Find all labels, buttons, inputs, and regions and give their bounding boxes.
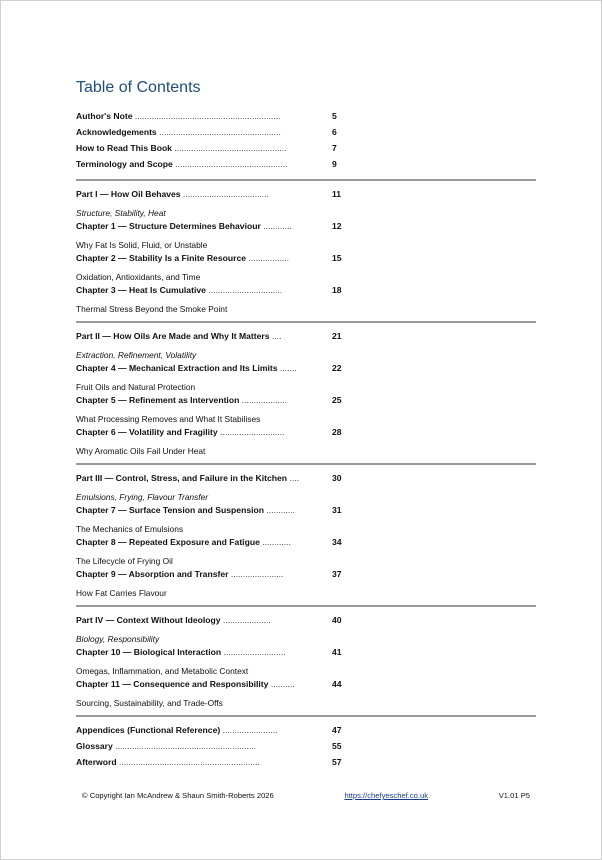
toc-page-number: 40: [332, 615, 342, 625]
toc-entry-subtitle: Omegas, Inflammation, and Metabolic Context: [76, 666, 249, 676]
toc-entry[interactable]: [76, 331, 536, 347]
toc-page-number: 11: [332, 189, 342, 199]
toc-entry-subtitle: Emulsions, Frying, Flavour Transfer: [76, 492, 209, 502]
toc-entry-subtitle: Fruit Oils and Natural Protection: [76, 382, 196, 392]
toc-entry-subtitle: Structure, Stability, Heat: [76, 208, 166, 218]
dot-leader: ...................................................: [156, 127, 281, 137]
dot-leader: ...........................: [217, 427, 285, 437]
version-label: V1.01 P5: [498, 791, 530, 800]
toc-entry-subtitle: Sourcing, Sustainability, and Trade-Offs: [76, 698, 223, 708]
toc-entry-title: Terminology and Scope: [76, 159, 173, 169]
dot-leader: ............: [260, 221, 292, 231]
toc-entry-title: Author's Note: [76, 111, 133, 121]
toc-entry-title: Part IV — Context Without Ideology: [76, 615, 221, 625]
dot-leader: ....................: [220, 615, 271, 625]
toc-entry[interactable]: [76, 569, 536, 585]
toc-entry-title: Chapter 11 — Consequence and Responsibility: [76, 679, 269, 689]
toc-entry[interactable]: [76, 111, 536, 127]
toc-entry[interactable]: [76, 505, 536, 521]
toc-entry-subtitle: Why Aromatic Oils Fail Under Heat: [76, 446, 206, 456]
toc-entry-title: Glossary: [76, 741, 113, 751]
toc-entry[interactable]: [76, 253, 536, 269]
toc-page-number: 15: [332, 253, 342, 263]
dot-leader: ...............................................: [172, 159, 288, 169]
toc-section: [76, 605, 536, 711]
toc-entry-title: Part II — How Oils Are Made and Why It Matters: [76, 331, 270, 341]
toc-entry[interactable]: [76, 395, 536, 411]
toc-page-number: 22: [332, 363, 342, 373]
toc-page-number: 47: [332, 725, 342, 735]
dot-leader: .............................................................: [132, 111, 281, 121]
toc-section: [76, 111, 536, 175]
toc-entry-title: Chapter 8 — Repeated Exposure and Fatigue: [76, 537, 260, 547]
dot-leader: ....: [269, 331, 282, 341]
toc-page-number: 12: [332, 221, 342, 231]
copyright-text: © Copyright Ian McAndrew & Shaun Smith-Roberts 2026: [82, 791, 274, 800]
toc-entry-title: Chapter 6 — Volatility and Fragility: [76, 427, 218, 437]
toc-entry[interactable]: [76, 615, 536, 631]
toc-entry[interactable]: [76, 189, 536, 205]
toc-page-number: 57: [332, 757, 342, 767]
toc-entry-title: Chapter 5 — Refinement as Intervention: [76, 395, 240, 405]
toc-page-number: 55: [332, 741, 342, 751]
toc-section: [76, 715, 536, 773]
toc-entry[interactable]: [76, 159, 536, 175]
toc-page-number: 18: [332, 285, 342, 295]
dot-leader: ...............................: [205, 285, 283, 295]
dot-leader: ............: [263, 505, 296, 515]
toc-page-number: 9: [332, 159, 337, 169]
toc-entry-title: Chapter 9 — Absorption and Transfer: [76, 569, 229, 579]
toc-page-number: 31: [332, 505, 342, 515]
toc-section: [76, 463, 536, 601]
toc-entry-title: Chapter 7 — Surface Tension and Suspension: [76, 505, 264, 515]
toc-entry[interactable]: [76, 285, 536, 301]
toc-entry[interactable]: [76, 363, 536, 379]
toc-entry-title: Chapter 1 — Structure Determines Behaviour: [76, 221, 261, 231]
toc-section: [76, 321, 536, 459]
toc-entry-subtitle: How Fat Carries Flavour: [76, 588, 167, 598]
toc-entry-subtitle: Oxidation, Antioxidants, and Time: [76, 272, 201, 282]
dot-leader: ....................................: [180, 189, 269, 199]
toc-entry[interactable]: [76, 473, 536, 489]
dot-leader: ...............................................: [171, 143, 287, 153]
toc-page-number: 25: [332, 395, 342, 405]
toc-entry-subtitle: Biology, Responsibility: [76, 634, 160, 644]
toc-page-number: 6: [332, 127, 337, 137]
table-of-contents: [76, 111, 536, 773]
toc-entry-title: Chapter 3 — Heat Is Cumulative: [76, 285, 206, 295]
toc-entry-subtitle: Why Fat Is Solid, Fluid, or Unstable: [76, 240, 208, 250]
page-footer: [82, 791, 530, 800]
dot-leader: ..........................: [221, 647, 286, 657]
toc-page-number: 34: [332, 537, 342, 547]
toc-entry[interactable]: [76, 427, 536, 443]
toc-entry-subtitle: The Mechanics of Emulsions: [76, 524, 184, 534]
toc-page-number: 5: [332, 111, 337, 121]
toc-entry[interactable]: [76, 679, 536, 695]
toc-entry-subtitle: Extraction, Refinement, Volatility: [76, 350, 197, 360]
toc-entry-title: Chapter 2 — Stability Is a Finite Resource: [76, 253, 247, 263]
toc-entry-title: Chapter 10 — Biological Interaction: [76, 647, 222, 657]
toc-entry-subtitle: Thermal Stress Beyond the Smoke Point: [76, 304, 228, 314]
toc-entry[interactable]: [76, 741, 536, 757]
toc-page-number: 41: [332, 647, 342, 657]
dot-leader: .......................: [220, 725, 278, 735]
toc-page-number: 21: [332, 331, 342, 341]
dot-leader: ...........................................................: [116, 757, 260, 767]
dot-leader: .................: [246, 253, 289, 263]
toc-section: [76, 179, 536, 317]
toc-entry-title: Part III — Control, Stress, and Failure in the Kitchen: [76, 473, 288, 483]
website-link[interactable]: https://chefyeschef.co.uk: [344, 791, 429, 800]
toc-entry[interactable]: [76, 757, 536, 773]
dot-leader: ............: [259, 537, 291, 547]
toc-entry[interactable]: [76, 143, 536, 159]
toc-page-number: 28: [332, 427, 342, 437]
toc-page-number: 37: [332, 569, 342, 579]
toc-entry[interactable]: [76, 537, 536, 553]
toc-entry[interactable]: [76, 127, 536, 143]
toc-entry[interactable]: [76, 725, 536, 741]
toc-entry[interactable]: [76, 647, 536, 663]
dot-leader: ...................: [239, 395, 288, 405]
toc-page-number: 30: [332, 473, 342, 483]
dot-leader: ..........: [268, 679, 295, 689]
toc-entry-title: Afterword: [76, 757, 117, 767]
toc-entry-title: Appendices (Functional Reference): [76, 725, 221, 735]
toc-page-number: 7: [332, 143, 337, 153]
toc-entry-title: Part I — How Oil Behaves: [76, 189, 181, 199]
dot-leader: ....: [287, 473, 300, 483]
toc-entry[interactable]: [76, 221, 536, 237]
toc-entry-subtitle: What Processing Removes and What It Stabilises: [76, 414, 261, 424]
dot-leader: .......: [277, 363, 297, 373]
toc-entry-title: How to Read This Book: [76, 143, 172, 153]
page-title: Table of Contents: [76, 79, 201, 96]
toc-entry-title: Chapter 4 — Mechanical Extraction and Its Limits: [76, 363, 278, 373]
dot-leader: ......................: [228, 569, 284, 579]
toc-entry-title: Acknowledgements: [76, 127, 157, 137]
toc-page-number: 44: [332, 679, 342, 689]
dot-leader: ...........................................................: [112, 741, 257, 751]
toc-entry-subtitle: The Lifecycle of Frying Oil: [76, 556, 173, 566]
